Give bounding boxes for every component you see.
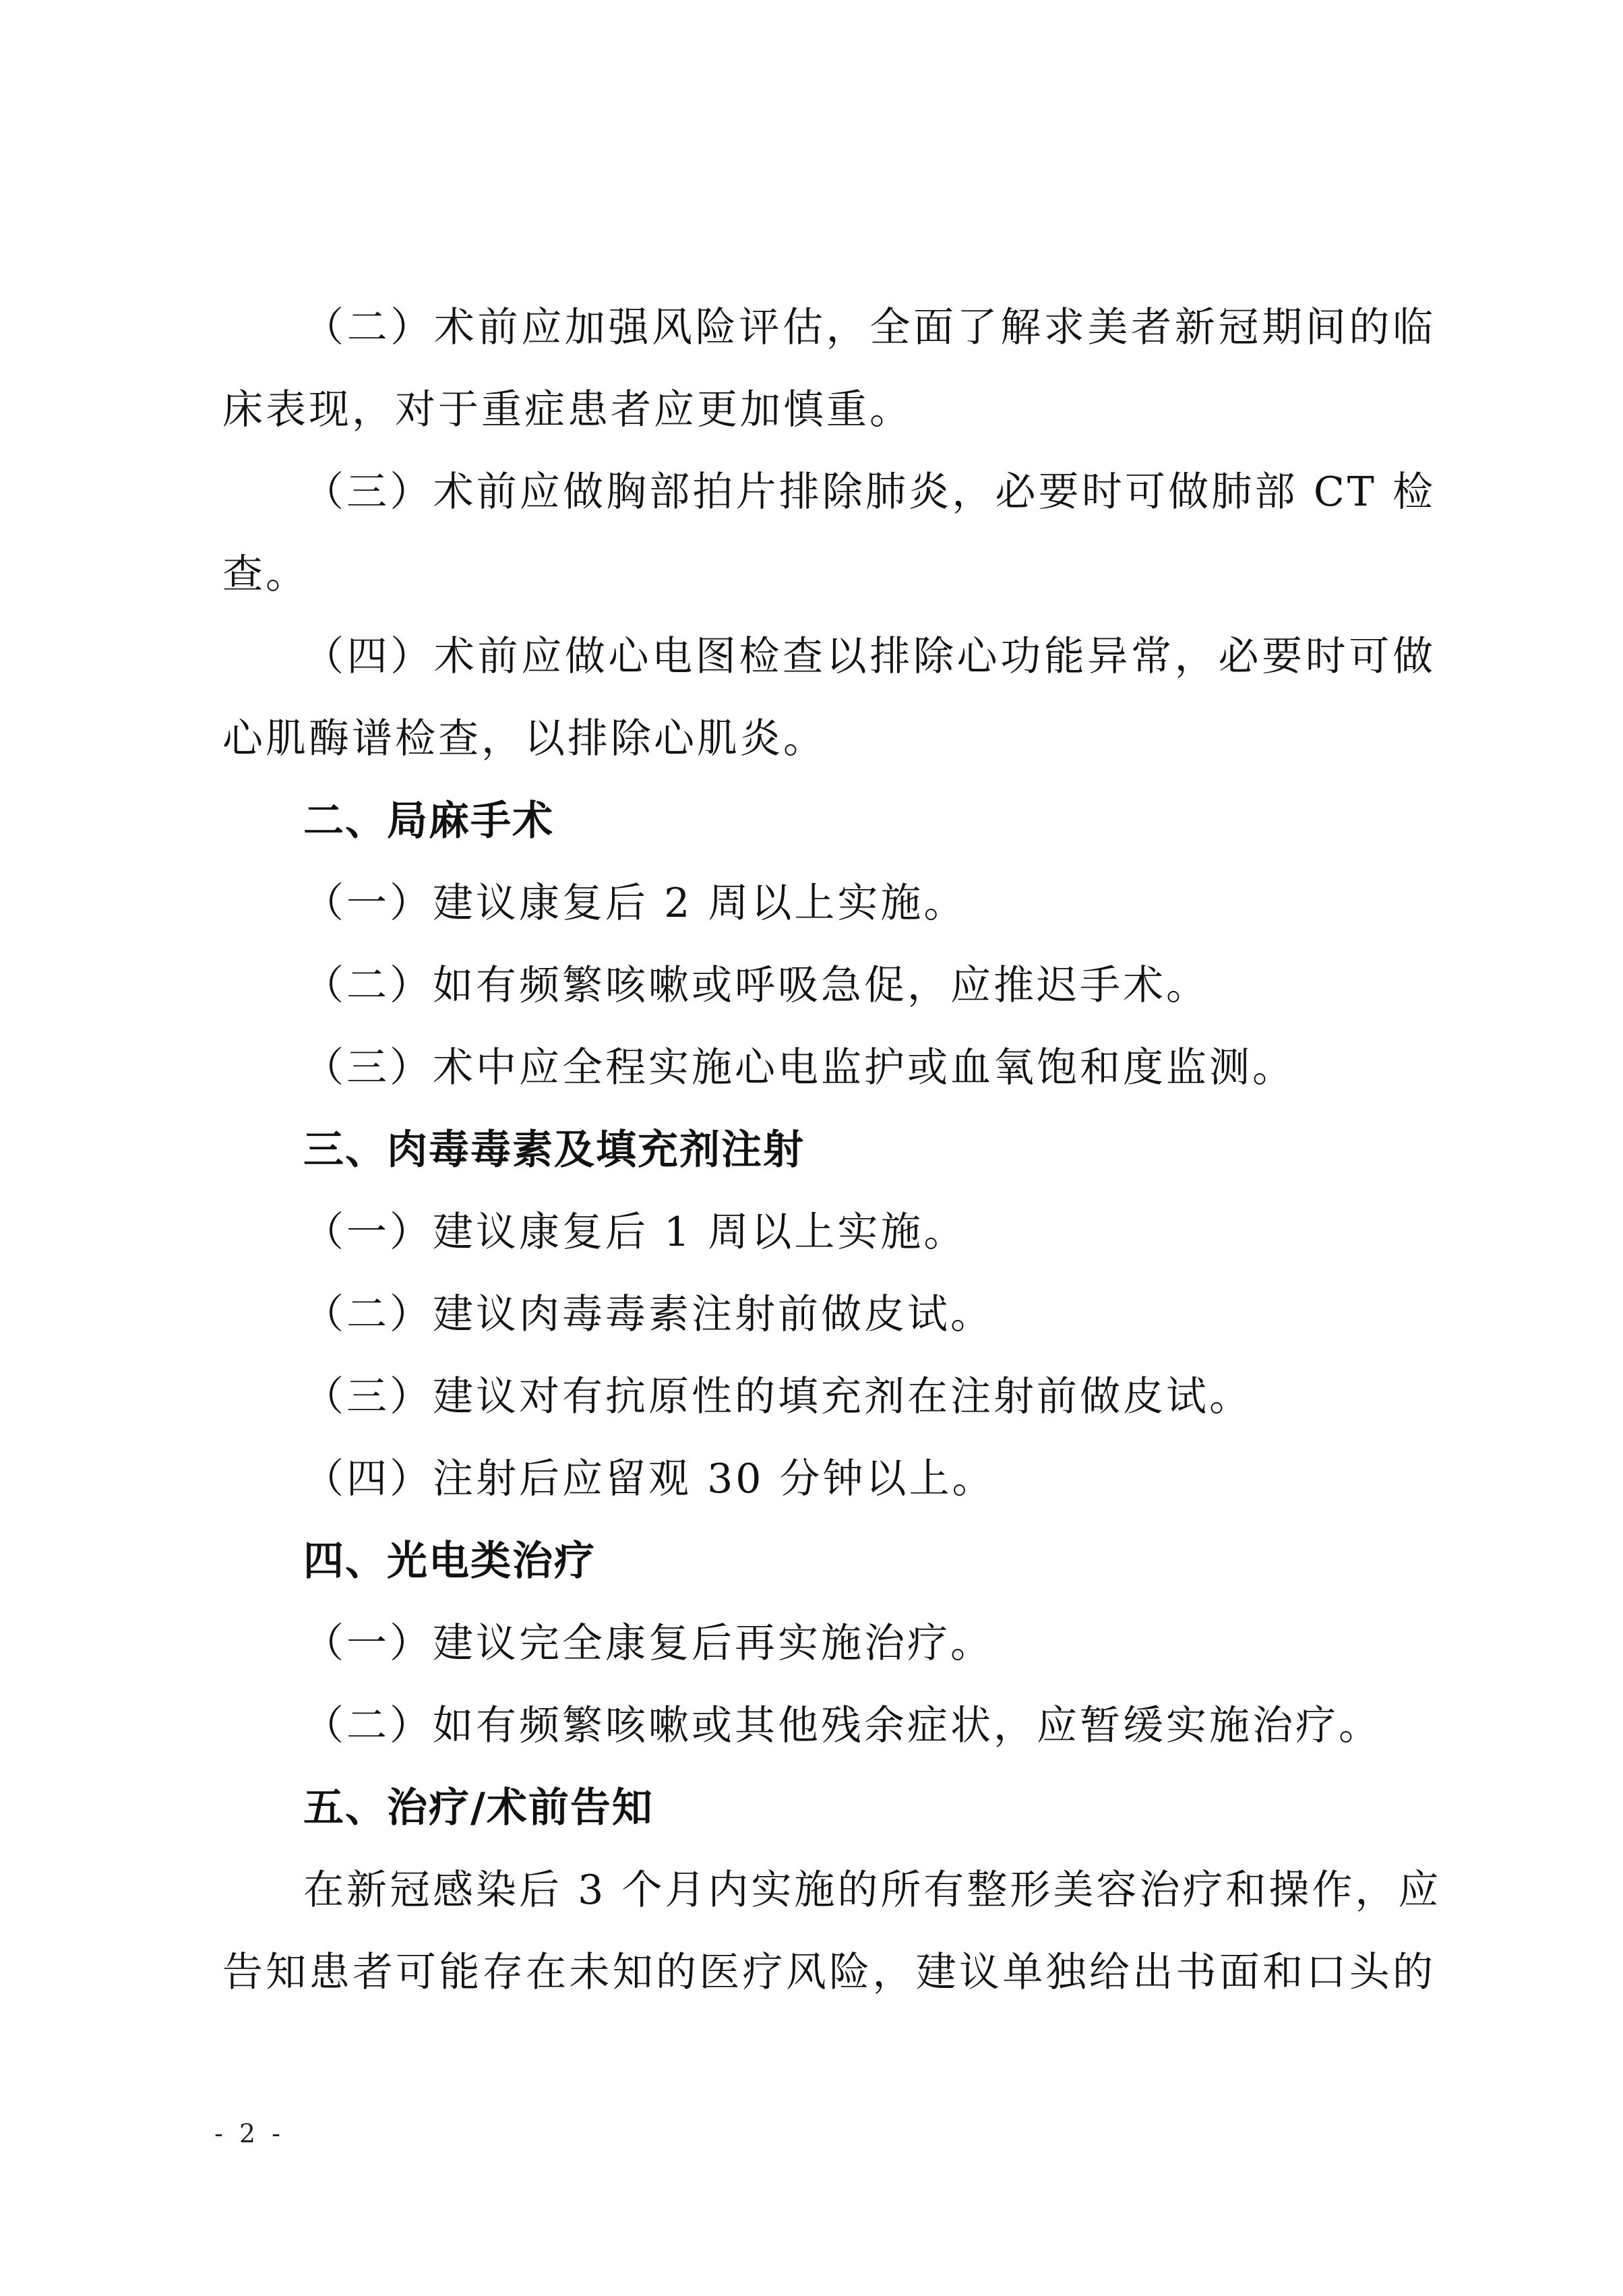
paragraph-line: 查。 — [222, 551, 309, 598]
paragraph-line: 在新冠感染后 3 个月内实施的所有整形美容治疗和操作，应 — [303, 1867, 1442, 1914]
list-item: （二）如有频繁咳嗽或其他残余症状，应暂缓实施治疗。 — [303, 1702, 1382, 1749]
list-item: （二）如有频繁咳嗽或呼吸急促，应推迟手术。 — [303, 962, 1209, 1009]
paragraph-line: 床表现，对于重症患者应更加慎重。 — [222, 386, 913, 433]
section-heading: 三、肉毒毒素及填充剂注射 — [303, 1126, 805, 1174]
list-item: （三）建议对有抗原性的填充剂在注射前做皮试。 — [303, 1373, 1252, 1420]
list-item: （二）建议肉毒毒素注射前做皮试。 — [303, 1291, 993, 1338]
paragraph-line: （四）术前应做心电图检查以排除心功能异常，必要时可做 — [303, 633, 1436, 680]
paragraph-line: （三）术前应做胸部拍片排除肺炎，必要时可做肺部 CT 检 — [303, 469, 1436, 516]
paragraph-line: （二）术前应加强风险评估，全面了解求美者新冠期间的临 — [303, 304, 1436, 351]
section-heading: 四、光电类治疗 — [303, 1538, 596, 1585]
page-number: - 2 - — [214, 2119, 285, 2148]
paragraph-line: 心肌酶谱检查，以排除心肌炎。 — [222, 715, 826, 762]
list-item: （三）术中应全程实施心电监护或血氧饱和度监测。 — [303, 1044, 1295, 1091]
paragraph-line: 告知患者可能存在未知的医疗风险，建议单独给出书面和口头的 — [222, 1949, 1436, 1996]
section-heading: 五、治疗/术前告知 — [303, 1784, 654, 1832]
list-item: （四）注射后应留观 30 分钟以上。 — [303, 1455, 996, 1503]
section-heading: 二、局麻手术 — [303, 797, 554, 845]
list-item: （一）建议康复后 2 周以上实施。 — [303, 880, 967, 927]
list-item: （一）建议康复后 1 周以上实施。 — [303, 1209, 967, 1256]
list-item: （一）建议完全康复后再实施治疗。 — [303, 1620, 993, 1667]
